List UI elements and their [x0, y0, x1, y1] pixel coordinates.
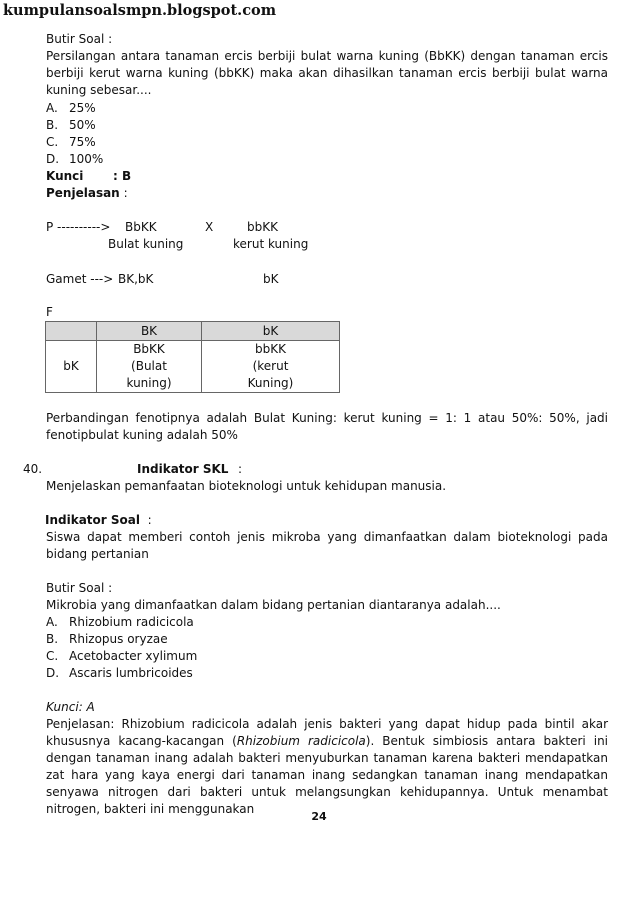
option-b [46, 631, 168, 648]
table-header-cell [46, 322, 97, 341]
parent1-phenotype: Bulat kuning [108, 237, 184, 251]
option-text: Acetobacter xylimum [69, 649, 198, 663]
butir-soal-label: Butir Soal : [46, 581, 113, 595]
cell-genotype: BbKK [133, 342, 165, 356]
cell-phenotype-line1: (Bulat [131, 359, 167, 373]
option-c [46, 134, 96, 151]
option-letter: B. [46, 632, 59, 646]
question-text: Mikrobia yang dimanfaatkan dalam bidang pertanian diantaranya adalah.... [46, 598, 501, 612]
option-b [46, 117, 96, 134]
option-text: Ascaris lumbricoides [69, 666, 193, 680]
option-letter: D. [46, 152, 60, 166]
conclusion-text: Perbandingan fenotipnya adalah Bulat Kuning: kerut kuning = 1: 1 atau 50%: 50%, jadi fenotipbulat kuning adalah 50% [46, 411, 608, 442]
kunci-answer: Kunci: A [46, 700, 95, 714]
butir-soal-label: Butir Soal : [46, 32, 113, 46]
gamet-parent1: BK,bK [118, 272, 154, 286]
f-generation-label: F [46, 305, 53, 319]
indikator-soal-heading [45, 512, 152, 529]
kunci-label: Kunci [46, 169, 84, 183]
parent2-genotype: bbKK [247, 220, 278, 234]
option-text: 50% [69, 118, 96, 132]
option-d [46, 665, 193, 682]
indikator-soal-colon: : [147, 513, 152, 527]
option-text: 100% [69, 152, 104, 166]
option-letter: A. [46, 101, 58, 115]
gamet-parent2: bK [263, 272, 279, 286]
table-row-label: bK [46, 341, 97, 393]
indikator-soal-text: Siswa dapat memberi contoh jenis mikroba yang dimanfaatkan dalam bioteknologi pada bidang pertanian [46, 530, 608, 561]
table-cell [97, 341, 202, 393]
kunci-value: : B [113, 169, 132, 183]
explanation-italic-term: Rhizobium radicicola [236, 734, 366, 748]
cross-symbol: X [205, 220, 214, 234]
question-text: Persilangan antara tanaman ercis berbiji bulat warna kuning (BbKK) dengan tanaman ercis berbiji kerut warna kuning (bbKK) maka akan dihasilkan tanaman ercis berbiji bulat warna kuning sebesar.... [46, 49, 608, 97]
indikator-skl-colon: : [238, 462, 243, 476]
indikator-soal-label: Indikator Soal [45, 513, 140, 527]
gamet-label: Gamet ---> [46, 272, 114, 286]
option-text: 25% [69, 101, 96, 115]
question-number: 40. [23, 462, 43, 476]
cell-phenotype-line2: Kuning) [247, 376, 294, 390]
explanation-text [46, 716, 608, 818]
option-letter: C. [46, 649, 59, 663]
parent1-genotype: BbKK [125, 220, 157, 234]
option-letter: D. [46, 666, 60, 680]
explanation-part1: Penjelasan: Rhizobium radicicola adalah jenis bakteri yang dapat hidup pada bintil akar khususnya kacang-kacangan ( [46, 717, 608, 748]
option-d [46, 151, 103, 168]
table-row [46, 341, 340, 393]
page-number: 24 [311, 810, 327, 823]
table-header-cell: bK [202, 322, 340, 341]
explanation-part2: ). Bentuk simbiosis antara bakteri ini dengan tanaman inang adalah bakteri menyuburkan tanaman karena bakteri mendapatkan zat hara yang kaya energi dari tanaman inang sedangkan tanaman inang mendapatkan senyawa nitrogen dari bakteri untuk melangsungkan kehidupannya. Untuk menambat nitrogen, bakteri ini menggunakan [46, 734, 609, 816]
option-c [46, 648, 197, 665]
penjelasan-heading [46, 185, 128, 202]
parent2-phenotype: kerut kuning [233, 237, 309, 251]
option-letter: C. [46, 135, 59, 149]
penjelasan-label: Penjelasan [46, 186, 120, 200]
site-watermark: kumpulansoalsmpn.blogspot.com [3, 2, 277, 19]
option-a [46, 614, 194, 631]
option-a [46, 100, 96, 117]
punnett-table [45, 321, 340, 393]
option-letter: A. [46, 615, 58, 629]
p-generation-label: P ----------> [46, 220, 111, 234]
cell-phenotype-line2: kuning) [126, 376, 172, 390]
penjelasan-colon: : [123, 186, 128, 200]
table-header-cell: BK [97, 322, 202, 341]
table-cell [202, 341, 340, 393]
option-text: Rhizobium radicicola [69, 615, 194, 629]
table-header-row [46, 322, 340, 341]
indikator-skl-label: Indikator SKL [137, 462, 229, 476]
option-letter: B. [46, 118, 59, 132]
option-text: Rhizopus oryzae [69, 632, 168, 646]
cell-genotype: bbKK [255, 342, 286, 356]
indikator-skl-text: Menjelaskan pemanfaatan bioteknologi untuk kehidupan manusia. [46, 479, 447, 493]
option-text: 75% [69, 135, 96, 149]
cell-phenotype-line1: (kerut [252, 359, 289, 373]
